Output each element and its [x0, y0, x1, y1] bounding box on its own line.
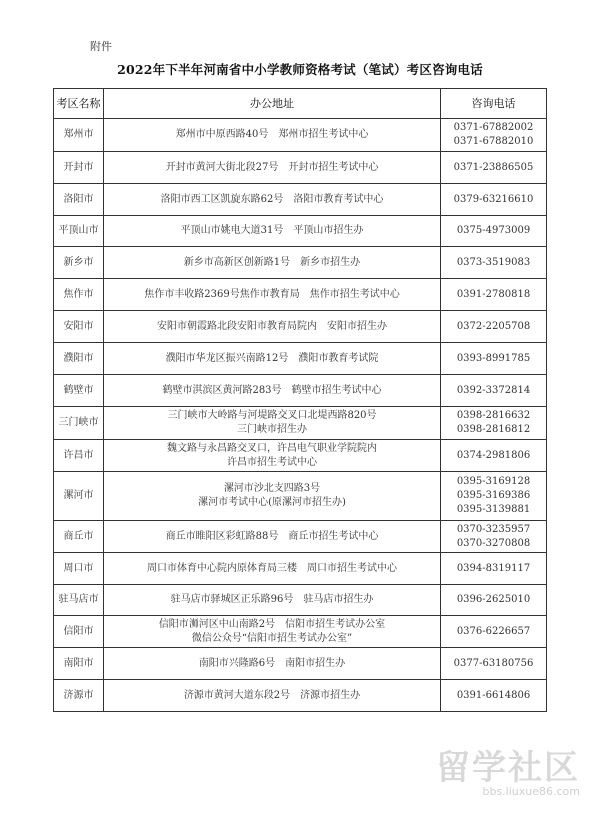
table-row [54, 119, 547, 152]
phone-cell [441, 343, 547, 375]
address-line: 新乡市高新区创新路1号 新乡市招生办 [183, 256, 361, 268]
address-line: 洛阳市西工区凯旋东路62号 洛阳市教育考试中心 [160, 193, 384, 205]
address-cell [104, 216, 441, 247]
phone-cell [441, 184, 547, 216]
address-line: 漯河市考试中心(原漯河市招生办) [198, 497, 346, 508]
phone-cell [441, 440, 547, 472]
phone-number: 0398-2816812 [456, 424, 531, 435]
phone-number: 0396-2625010 [456, 594, 531, 605]
region-cell [54, 216, 104, 247]
region-cell [54, 311, 104, 343]
address-line: 焦作市丰收路2369号焦作市教育局 焦作市招生考试中心 [144, 288, 400, 300]
table-row [54, 247, 547, 279]
region-cell [54, 440, 104, 472]
phone-cell [441, 247, 547, 279]
table-row [54, 407, 547, 440]
region-name: 平顶山市 [58, 225, 99, 236]
region-name: 安阳市 [63, 320, 94, 332]
address-cell [104, 311, 441, 343]
phone-number: 0393-8991785 [456, 352, 531, 364]
region-name: 新乡市 [63, 256, 94, 268]
region-name: 开封市 [63, 161, 94, 173]
table-row [54, 375, 547, 407]
region-cell [54, 585, 104, 616]
address-line: 郑州市中原西路40号 郑州市招生考试中心 [175, 129, 369, 140]
region-name: 濮阳市 [63, 352, 94, 364]
region-name: 信阳市 [63, 625, 94, 637]
region-name: 漯河市 [63, 490, 94, 501]
phone-number: 0398-2816632 [456, 410, 531, 421]
address-cell [104, 521, 441, 553]
region-name: 三门峡市 [58, 417, 99, 428]
address-cell [104, 119, 441, 152]
address-line: 安阳市朝霞路北段安阳市教育局院内 安阳市招生办 [157, 320, 387, 332]
watermark [436, 750, 580, 798]
region-cell [54, 407, 104, 440]
phone-number: 0376-6226657 [456, 625, 531, 637]
phone-number: 0395-3169386 [456, 490, 531, 501]
region-name: 焦作市 [63, 288, 94, 300]
address-cell [104, 375, 441, 407]
phone-cell [441, 279, 547, 311]
address-line: 许昌市招生考试中心 [227, 456, 317, 468]
region-cell [54, 119, 104, 152]
phone-number: 0392-3372814 [456, 384, 531, 396]
attachment-label: 附件 [90, 40, 112, 53]
region-cell [54, 247, 104, 279]
phone-cell [441, 119, 547, 152]
phone-number: 0391-6614806 [456, 689, 531, 701]
address-line: 濮阳市华龙区振兴南路12号 濮阳市教育考试院 [165, 352, 379, 364]
address-line: 微信公众号“信阳市招生考试办公室” [191, 632, 353, 644]
region-cell [54, 472, 104, 521]
region-cell [54, 343, 104, 375]
region-name: 鹤壁市 [63, 384, 94, 396]
phone-number: 0373-3519083 [456, 256, 531, 268]
phone-cell [441, 216, 547, 247]
region-name: 洛阳市 [63, 193, 94, 205]
table-row [54, 343, 547, 375]
address-cell [104, 472, 441, 521]
region-cell [54, 184, 104, 216]
address-line: 三门峡市大岭路与河堤路交叉口北堤西路820号 [167, 410, 377, 421]
table-row [54, 311, 547, 343]
table-row [54, 279, 547, 311]
address-cell [104, 152, 441, 184]
region-cell [54, 375, 104, 407]
address-cell [104, 680, 441, 712]
table-row [54, 184, 547, 216]
address-line: 三门峡市招生办 [237, 424, 307, 435]
phone-number: 0371-23886505 [453, 161, 534, 173]
address-line: 魏文路与永昌路交叉口，许昌电气职业学院院内 [167, 442, 377, 454]
address-line: 信阳市浉河区中山南路2号 信阳市招生考试办公室 [158, 618, 386, 630]
address-line: 平顶山市姚电大道31号 平顶山市招生办 [180, 225, 364, 236]
phone-number: 0370-3235957 [456, 523, 531, 535]
region-cell [54, 553, 104, 585]
address-line: 开封市黄河大街北段27号 开封市招生考试中心 [165, 161, 379, 173]
phone-number: 0395-3139881 [456, 504, 531, 515]
region-cell [54, 279, 104, 311]
address-line: 漯河市沙北支四路3号 [223, 483, 321, 494]
phone-number: 0377-63180756 [453, 657, 534, 669]
phone-number: 0374-2981806 [456, 449, 531, 461]
header-region: 考区名称 [54, 89, 104, 119]
region-name: 许昌市 [63, 449, 94, 461]
address-line: 鹤壁市淇滨区黄河路283号 鹤壁市招生考试中心 [162, 384, 382, 396]
table-row [54, 585, 547, 616]
phone-cell [441, 521, 547, 553]
header-address: 办公地址 [104, 89, 441, 119]
phone-cell [441, 553, 547, 585]
address-line: 驻马店市驿城区正乐路96号 驻马店市招生办 [170, 594, 374, 605]
phone-cell [441, 152, 547, 184]
table-row [54, 616, 547, 648]
region-cell [54, 616, 104, 648]
address-cell [104, 616, 441, 648]
table-row [54, 216, 547, 247]
phone-cell [441, 472, 547, 521]
consultation-phone-table [53, 88, 547, 712]
region-cell [54, 648, 104, 680]
region-name: 济源市 [63, 689, 94, 701]
phone-number: 0371-67882010 [453, 136, 534, 147]
address-line: 南阳市兴隆路6号 南阳市招生办 [198, 657, 346, 669]
address-line: 济源市黄河大道东段2号 济源市招生办 [183, 689, 361, 701]
table-row [54, 521, 547, 553]
region-name: 南阳市 [63, 657, 94, 669]
table-header-row [54, 89, 547, 119]
address-cell [104, 247, 441, 279]
phone-number: 0379-63216610 [453, 193, 534, 205]
page-title: 2022年下半年河南省中小学教师资格考试（笔试）考区咨询电话 [117, 62, 483, 77]
phone-number: 0370-3270808 [456, 537, 531, 549]
region-cell [54, 152, 104, 184]
table-row [54, 553, 547, 585]
header-phone: 咨询电话 [441, 89, 547, 119]
phone-cell [441, 407, 547, 440]
region-name: 郑州市 [63, 129, 94, 140]
table-row [54, 648, 547, 680]
table-row [54, 472, 547, 521]
phone-cell [441, 585, 547, 616]
address-cell [104, 648, 441, 680]
phone-number: 0371-67882002 [453, 122, 534, 133]
phone-cell [441, 648, 547, 680]
phone-number: 0394-8319117 [456, 562, 531, 574]
address-cell [104, 343, 441, 375]
address-cell [104, 407, 441, 440]
phone-number: 0395-3169128 [456, 476, 531, 487]
region-name: 驻马店市 [58, 594, 99, 605]
address-cell [104, 279, 441, 311]
address-cell [104, 553, 441, 585]
phone-number: 0391-2780818 [456, 288, 531, 300]
region-cell [54, 521, 104, 553]
phone-number: 0372-2205708 [456, 320, 531, 332]
watermark-logo-text: 留学社区 [436, 748, 580, 788]
phone-cell [441, 311, 547, 343]
region-name: 商丘市 [63, 530, 94, 542]
address-cell [104, 184, 441, 216]
table-row [54, 152, 547, 184]
address-line: 商丘市睢阳区彩虹路88号 商丘市招生考试中心 [165, 530, 379, 542]
watermark-url: bbs.liuxue86.com [482, 785, 580, 798]
region-cell [54, 680, 104, 712]
phone-cell [441, 680, 547, 712]
phone-number: 0375-4973009 [456, 225, 531, 236]
address-cell [104, 585, 441, 616]
address-line: 周口市体育中心院内原体育局三楼 周口市招生考试中心 [147, 562, 397, 574]
region-name: 周口市 [63, 562, 94, 574]
table-row [54, 440, 547, 472]
address-cell [104, 440, 441, 472]
table-row [54, 680, 547, 712]
phone-cell [441, 616, 547, 648]
phone-cell [441, 375, 547, 407]
